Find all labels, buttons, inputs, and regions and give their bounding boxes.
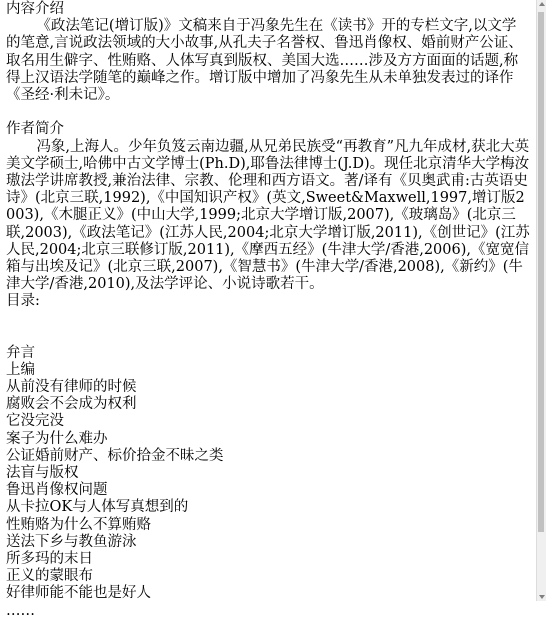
author-paragraph: 冯象,上海人。少年负笈云南边疆,从兄弟民族受“再教育”凡九年成材,获北大英美文学硕士,哈佛中古文学博士(Ph.D),耶鲁法律博士(J.D)。现任北京清华大学梅汝璈法学讲席教授,兼治法律、宗教、伦理和西方语文。著/译有《贝奥武甫:古英语史诗》(北京三联,1992),《中国知识产权》(英文,Sweet&Maxwell,1997,增订版2003),《木腿正义》(中山大学,1999;北京大学增订版,2007),《玻璃岛》(北京三联,2003),《政法笔记》(江苏人民,2004;北京大学增订版,2011),《创世记》(江苏人民,2004;北京三联修订版,2011),《摩西五经》(牛津大学/香港,2006),《宽宽信箱与出埃及记》(北京三联,2007),《智慧书》(牛津大学/香港,2008),《新约》(牛津大学/香港,2010),及法学评论、小说诗歌若干。 — [6, 138, 530, 293]
toc-item: 正义的蒙眼布 — [6, 568, 93, 585]
document-text — [6, 1, 530, 620]
toc-item: 腐败会不会成为权利 — [6, 396, 137, 413]
intro-paragraph: 《政法笔记(增订版)》文稿来自于冯象先生在《读书》开的专栏文字,以文学的笔意,言说政法领域的大小故事,从孔夫子名誉权、鲁迅肖像权、婚前财产公证、取名用生僻字、性贿赂、人体写真到版权、美国大选……涉及方方面面的话题,称得上汉语法学随笔的巅峰之作。增订版中增加了冯象先生从未单独发表过的译作《圣经·利未记》。 — [6, 18, 523, 104]
scroll-down-button[interactable] — [537, 592, 546, 601]
toc-item: 从卡拉OK与人体写真想到的 — [6, 499, 189, 516]
toc-item: 好律师能不能也是好人 — [6, 585, 151, 602]
toc-item: 性贿赂为什么不算贿赂 — [6, 516, 151, 533]
toc-item: …… — [6, 602, 35, 619]
scrollbar-thumb[interactable] — [538, 12, 544, 532]
toc-item: 从前没有律师的时候 — [6, 379, 137, 396]
arrow-up-icon — [539, 2, 545, 6]
arrow-down-icon — [539, 595, 545, 599]
scroll-up-button[interactable] — [537, 0, 546, 9]
table-of-contents — [6, 345, 530, 620]
vertical-scrollbar[interactable] — [536, 0, 546, 601]
paragraph-spacer — [6, 104, 530, 121]
toc-item: 上编 — [6, 361, 35, 378]
intro-heading: 内容介绍 — [6, 1, 64, 17]
toc-item: 法盲与版权 — [6, 465, 79, 482]
toc-item: 弁言 — [6, 344, 35, 361]
author-heading: 作者简介 — [6, 121, 64, 138]
toc-item: 送法下乡与教鱼游泳 — [6, 533, 137, 550]
toc-item: 公证婚前财产、标价拾金不昧之类 — [6, 447, 224, 464]
toc-item: 所多玛的末日 — [6, 551, 93, 568]
toc-spacer — [6, 311, 530, 345]
toc-heading: 目录: — [6, 293, 40, 310]
toc-item: 它没完没 — [6, 413, 64, 430]
toc-item: 鲁迅肖像权问题 — [6, 482, 108, 499]
toc-item: 案子为什么难办 — [6, 430, 108, 447]
